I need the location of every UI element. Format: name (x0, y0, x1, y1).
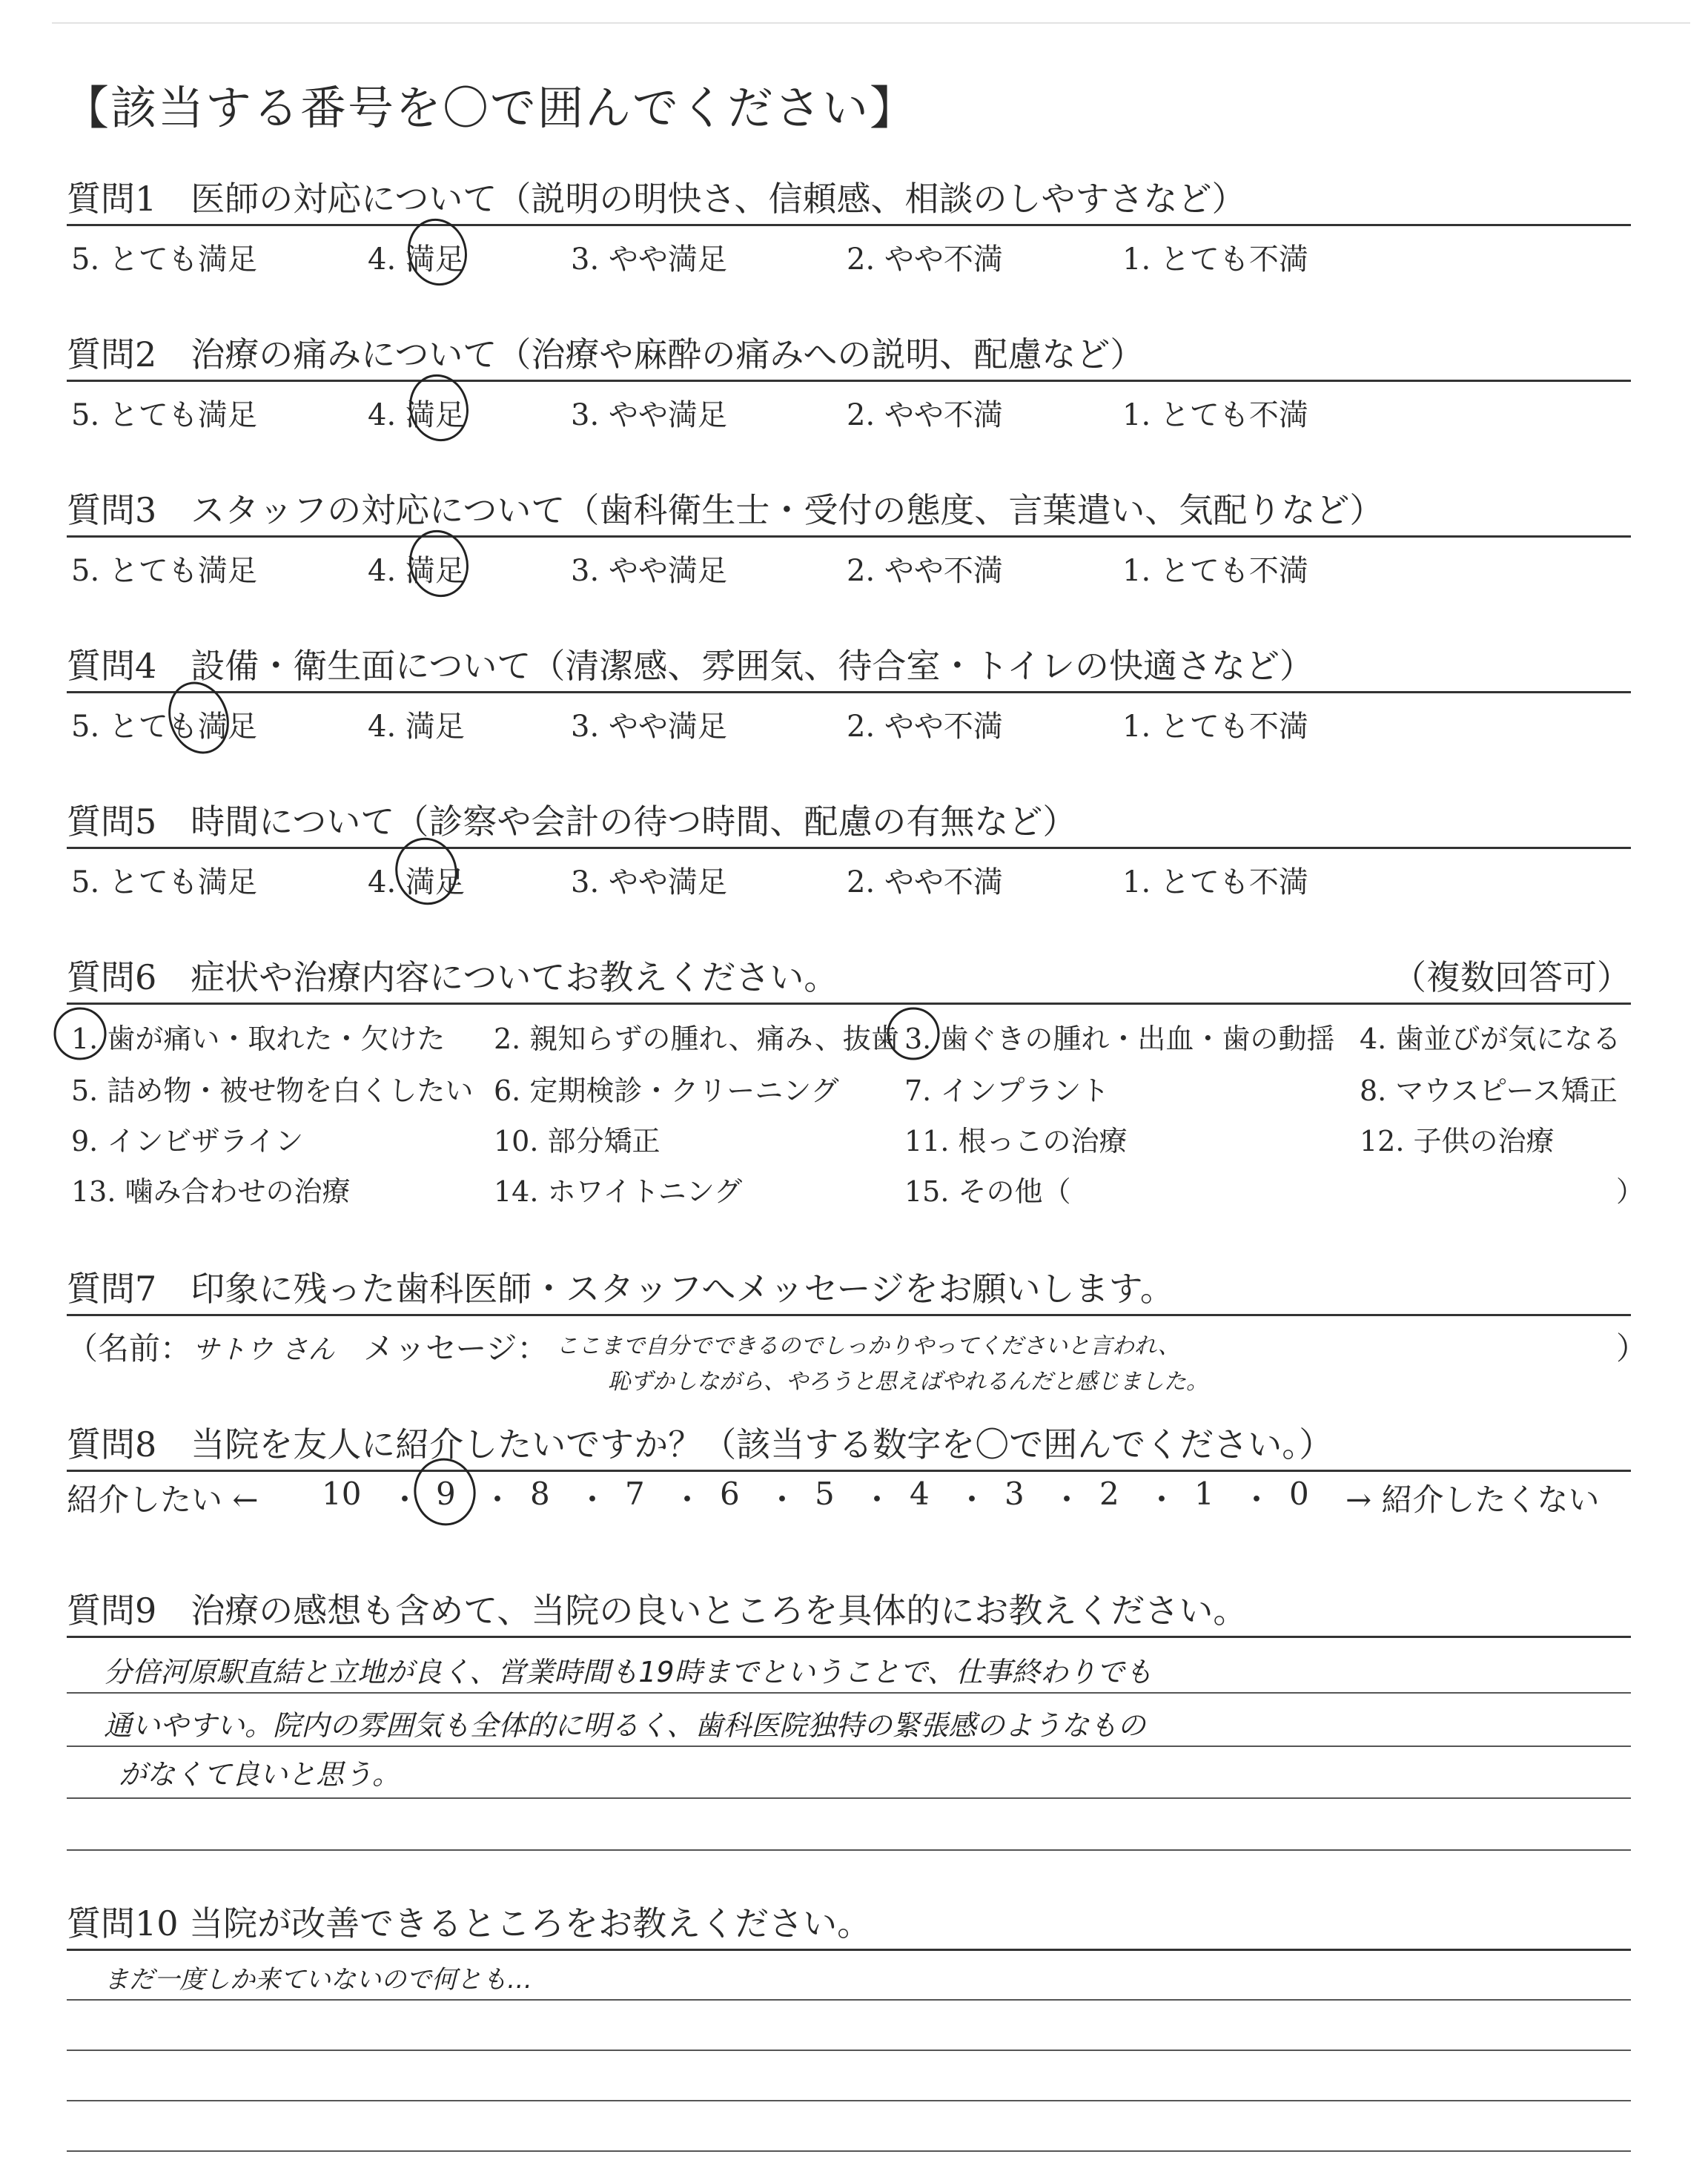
rating-option-1[interactable]: 1. とても不満 (1122, 865, 1308, 899)
scale-3[interactable]: 3 (1004, 1476, 1025, 1512)
scale-dot: ・ (389, 1482, 421, 1518)
question-title: 質問9 治療の感想も含めて、当院の良いところを具体的にお教えください。 (67, 1591, 1248, 1631)
symptom-option-14[interactable]: 14. ホワイトニング (494, 1175, 743, 1208)
symptom-option-4[interactable]: 4. 歯並びが気になる (1360, 1023, 1621, 1055)
scale-10[interactable]: 10 (322, 1476, 362, 1512)
message-label: メッセージ： (363, 1330, 549, 1367)
multiple-answer-note: （複数回答可） (1392, 957, 1631, 997)
rating-option-4[interactable]: 4. 満足 (368, 242, 465, 277)
answer-rule (67, 2050, 1631, 2051)
rating-option-5[interactable]: 5. とても満足 (71, 242, 257, 277)
question-rule (67, 847, 1631, 849)
question-rule (67, 1949, 1631, 1951)
scale-0[interactable]: 0 (1289, 1476, 1309, 1512)
answer-rule (67, 1849, 1631, 1851)
rating-option-1[interactable]: 1. とても不満 (1122, 242, 1308, 277)
answer-rule (67, 1999, 1631, 2001)
question-rule (67, 1636, 1631, 1638)
question-title: 質問8 当院を友人に紹介したいですか？（該当する数字を〇で囲んでください。） (67, 1424, 1334, 1464)
rating-option-2[interactable]: 2. やや不満 (847, 554, 1003, 588)
scale-dot: ・ (672, 1482, 704, 1518)
rating-option-4[interactable]: 4. 満足 (368, 710, 465, 744)
scale-2[interactable]: 2 (1099, 1476, 1119, 1512)
rating-option-4[interactable]: 4. 満足 (368, 398, 465, 432)
question-title: 質問4 設備・衛生面について（清潔感、雰囲気、待合室・トイレの快適さなど） (67, 646, 1314, 686)
rating-option-3[interactable]: 3. やや満足 (571, 865, 727, 899)
recommend-right-label: → 紹介したくない (1345, 1482, 1600, 1518)
name-value[interactable]: サトウ さん (193, 1335, 335, 1365)
question-title: 質問10 当院が改善できるところをお教えください。 (67, 1903, 872, 1943)
scale-7[interactable]: 7 (625, 1476, 645, 1512)
rating-option-4[interactable]: 4. 満足 (368, 865, 465, 899)
rating-option-1[interactable]: 1. とても不満 (1122, 398, 1308, 432)
rating-option-3[interactable]: 3. やや満足 (571, 710, 727, 744)
symptom-option-13[interactable]: 13. 噛み合わせの治療 (71, 1175, 351, 1208)
scale-dot: ・ (482, 1482, 514, 1518)
message-line-2[interactable]: 恥ずかしながら、やろうと思えばやれるんだと感じました。 (608, 1369, 1208, 1395)
scale-4[interactable]: 4 (910, 1476, 930, 1512)
message-line-1[interactable]: ここまで自分でできるのでしっかりやってくださいと言われ、 (556, 1333, 1180, 1359)
scale-dot: ・ (956, 1482, 988, 1518)
symptom-option-15[interactable]: 15. その他（ (904, 1175, 1071, 1208)
name-label: （名前： (67, 1330, 192, 1367)
scale-dot: ・ (767, 1482, 798, 1518)
scale-8[interactable]: 8 (530, 1476, 550, 1512)
scale-dot: ・ (1146, 1482, 1178, 1518)
symptom-option-9[interactable]: 9. インビザライン (71, 1125, 304, 1157)
question-title: 質問7 印象に残った歯科医師・スタッフへメッセージをお願いします。 (67, 1269, 1174, 1309)
page-title: 【該当する番号を〇で囲んでください】 (63, 81, 918, 135)
symptom-option-5[interactable]: 5. 詰め物・被せ物を白くしたい (71, 1074, 474, 1107)
rating-option-5[interactable]: 5. とても満足 (71, 865, 257, 899)
answer-rule (67, 2100, 1631, 2101)
rating-option-5[interactable]: 5. とても満足 (71, 398, 257, 432)
answer-rule (67, 1692, 1631, 1694)
question-title: 質問3 スタッフの対応について（歯科衛生士・受付の態度、言葉遣い、気配りなど） (67, 490, 1384, 530)
scale-dot: ・ (861, 1482, 893, 1518)
symptom-option-12[interactable]: 12. 子供の治療 (1360, 1125, 1555, 1157)
message-close-paren: ） (1616, 1330, 1648, 1367)
question-title: 質問5 時間について（診察や会計の待つ時間、配慮の有無など） (67, 802, 1077, 842)
scale-dot: ・ (577, 1482, 609, 1518)
question-rule (67, 1003, 1631, 1005)
scale-9[interactable]: 9 (436, 1476, 456, 1512)
rating-option-5[interactable]: 5. とても満足 (71, 554, 257, 588)
symptom-option-10[interactable]: 10. 部分矯正 (494, 1125, 661, 1157)
symptom-option-7[interactable]: 7. インプラント (904, 1074, 1110, 1107)
symptom-option-8[interactable]: 8. マウスピース矯正 (1360, 1074, 1618, 1107)
recommend-left-label: 紹介したい ← (67, 1482, 259, 1518)
question-title: 質問6 症状や治療内容についてお教えください。 (67, 957, 838, 997)
question-title: 質問2 治療の痛みについて（治療や麻酔の痛みへの説明、配慮など） (67, 334, 1145, 374)
other-close-paren: ） (1616, 1175, 1645, 1208)
rating-option-4[interactable]: 4. 満足 (368, 554, 465, 588)
rating-option-3[interactable]: 3. やや満足 (571, 242, 727, 277)
symptom-option-11[interactable]: 11. 根っこの治療 (904, 1125, 1128, 1157)
rating-option-1[interactable]: 1. とても不満 (1122, 554, 1308, 588)
question-rule (67, 691, 1631, 693)
scale-dot: ・ (1051, 1482, 1083, 1518)
answer-line-1[interactable]: まだ一度しか来ていないので何とも… (104, 1965, 532, 1995)
rating-option-3[interactable]: 3. やや満足 (571, 398, 727, 432)
answer-rule (67, 1797, 1631, 1799)
rating-option-3[interactable]: 3. やや満足 (571, 554, 727, 588)
rating-option-2[interactable]: 2. やや不満 (847, 242, 1003, 277)
answer-line-2[interactable]: 通いやすい。院内の雰囲気も全体的に明るく、歯科医院独特の緊張感のようなもの (104, 1709, 1146, 1742)
rating-option-2[interactable]: 2. やや不満 (847, 865, 1003, 899)
rating-option-5[interactable]: 5. とても満足 (71, 710, 257, 744)
symptom-option-1[interactable]: 1. 歯が痛い・取れた・欠けた (71, 1023, 446, 1055)
question-rule (67, 224, 1631, 226)
answer-rule (67, 2150, 1631, 2152)
question-title: 質問1 医師の対応について（説明の明快さ、信頼感、相談のしやすさなど） (67, 179, 1246, 219)
scale-1[interactable]: 1 (1194, 1476, 1214, 1512)
scale-dot: ・ (1241, 1482, 1273, 1518)
rating-option-2[interactable]: 2. やや不満 (847, 398, 1003, 432)
answer-line-1[interactable]: 分倍河原駅直結と立地が良く、営業時間も19時までということで、仕事終わりでも (104, 1656, 1153, 1688)
rating-option-1[interactable]: 1. とても不満 (1122, 710, 1308, 744)
scale-5[interactable]: 5 (815, 1476, 835, 1512)
answer-rule (67, 1745, 1631, 1747)
question-rule (67, 1314, 1631, 1316)
symptom-option-3[interactable]: 3. 歯ぐきの腫れ・出血・歯の動揺 (904, 1023, 1335, 1055)
answer-line-3[interactable]: がなくて良いと思う。 (119, 1758, 401, 1791)
question-rule (67, 380, 1631, 382)
symptom-option-6[interactable]: 6. 定期検診・クリーニング (494, 1074, 839, 1107)
top-border (52, 22, 1690, 24)
symptom-option-2[interactable]: 2. 親知らずの腫れ、痛み、抜歯 (494, 1023, 899, 1055)
question-rule (67, 535, 1631, 538)
rating-option-2[interactable]: 2. やや不満 (847, 710, 1003, 744)
scale-6[interactable]: 6 (720, 1476, 740, 1512)
question-rule (67, 1470, 1631, 1472)
